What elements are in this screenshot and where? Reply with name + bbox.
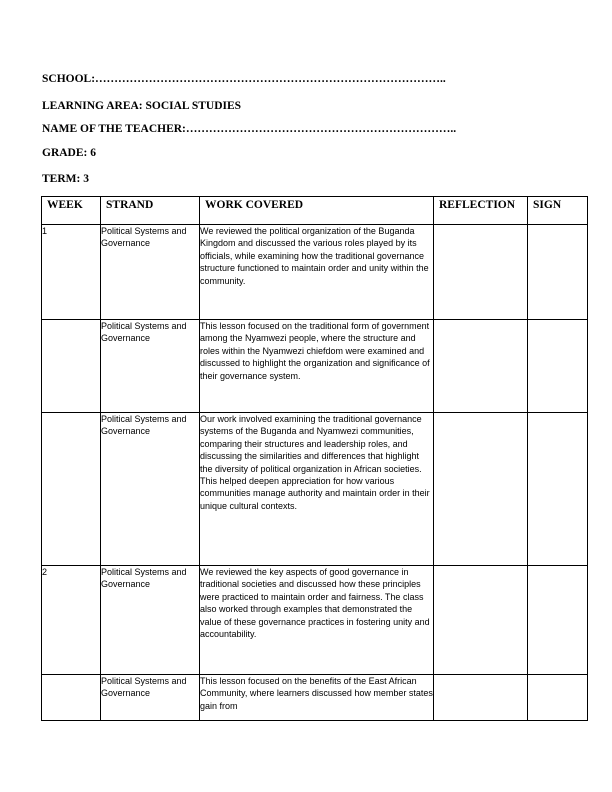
sign-cell (528, 225, 588, 320)
work-covered-cell: Our work involved examining the traditional governance systems of the Buganda and Nyamwezi communities, comparing their structures and leadership roles, and discussing the similarities and differences that highlight the diversity of political organization in African societies. This helped deepen appreciation for how various communities manage authority and maintain order in their unique cultural contexts. (200, 413, 434, 566)
sign-cell (528, 675, 588, 721)
strand-cell: Political Systems and Governance (101, 320, 200, 413)
sign-cell (528, 413, 588, 566)
week-cell (42, 675, 101, 721)
work-covered-cell: We reviewed the key aspects of good governance in traditional societies and discussed how these principles were practiced to maintain order and fairness. The class also worked through examples that demonstrated the value of these governance practices in fostering unity and accountability. (200, 566, 434, 675)
grade-heading: GRADE: 6 (42, 147, 96, 159)
learning-area-heading: LEARNING AREA: SOCIAL STUDIES (42, 100, 242, 112)
table-row (42, 225, 588, 320)
column-header-strand: STRAND (101, 197, 200, 225)
work-covered-cell: This lesson focused on the traditional form of government among the Nyamwezi people, where the structure and roles within the Nyamwezi chiefdom were examined and discussed to highlight the organization and significance of their governance system. (200, 320, 434, 413)
column-header-work-covered: WORK COVERED (200, 197, 434, 225)
table-row (42, 566, 588, 675)
column-header-reflection: REFLECTION (434, 197, 528, 225)
work-covered-cell (200, 675, 434, 721)
reflection-cell (434, 675, 528, 721)
strand-cell: Political Systems and Governance (101, 225, 200, 320)
school-field: SCHOOL:……………………………………………………………………………….. (42, 73, 446, 85)
table-row (42, 675, 588, 721)
term-heading: TERM: 3 (42, 173, 89, 185)
column-header-sign: SIGN (528, 197, 588, 225)
column-header-week: WEEK (42, 197, 101, 225)
reflection-cell (434, 413, 528, 566)
week-cell: 1 (42, 225, 101, 320)
reflection-cell (434, 225, 528, 320)
sign-cell (528, 566, 588, 675)
sign-cell (528, 320, 588, 413)
record-of-work-table (41, 196, 588, 721)
table-header-row (42, 197, 588, 225)
work-covered-text: This lesson focused on the benefits of the East African Community, where learners discussed how member states gain from (200, 676, 433, 711)
teacher-name-field: NAME OF THE TEACHER:…………………………………………………………….. (42, 123, 457, 135)
reflection-cell (434, 320, 528, 413)
reflection-cell (434, 566, 528, 675)
work-covered-cell: We reviewed the political organization of the Buganda Kingdom and discussed the various roles played by its officials, while examining how the traditional governance structure functioned to maintain order and unity within the community. (200, 225, 434, 320)
strand-cell: Political Systems and Governance (101, 413, 200, 566)
week-cell (42, 413, 101, 566)
table-row (42, 320, 588, 413)
table-row (42, 413, 588, 566)
week-cell (42, 320, 101, 413)
strand-cell: Political Systems and Governance (101, 675, 200, 721)
strand-cell: Political Systems and Governance (101, 566, 200, 675)
week-cell: 2 (42, 566, 101, 675)
